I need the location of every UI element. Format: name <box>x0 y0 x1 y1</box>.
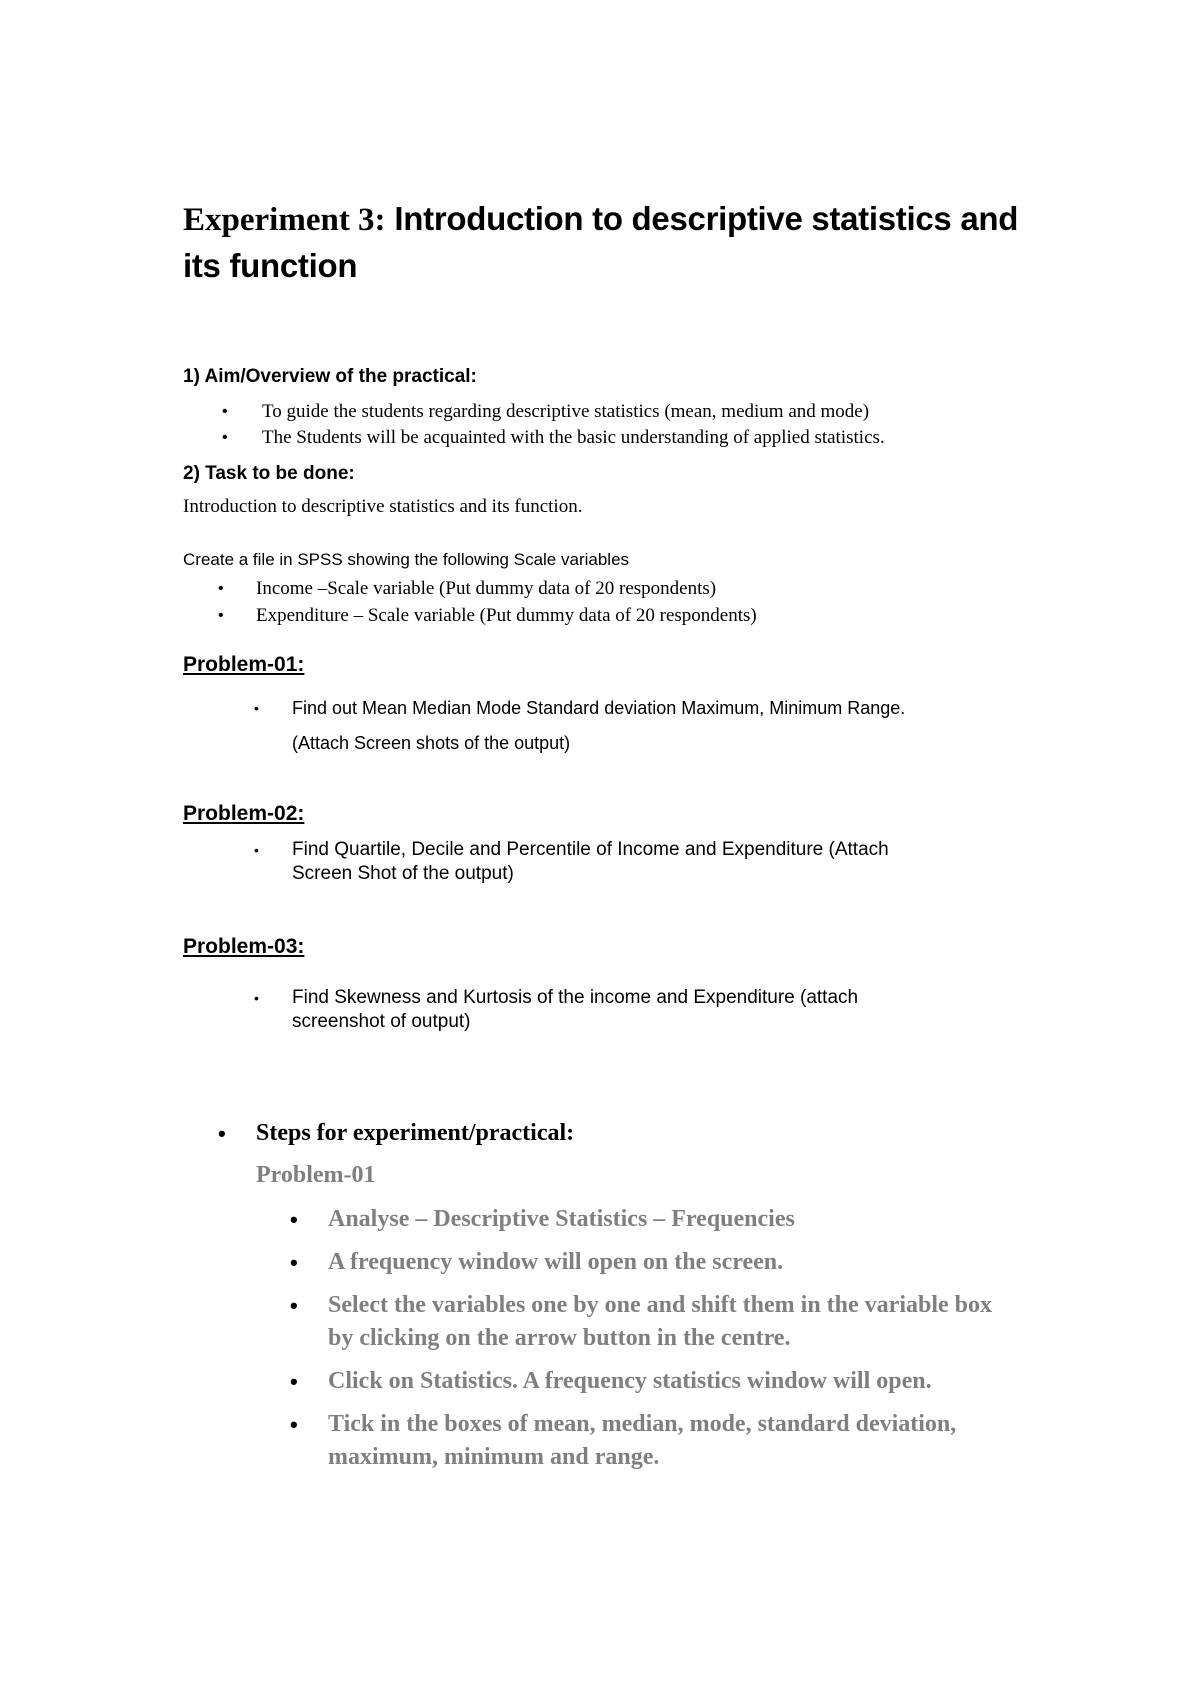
aim-item: • To guide the students regarding descriptive statistics (mean, medium and mode) <box>222 399 885 425</box>
problem-01-title: Problem-01: <box>183 653 305 676</box>
aim-item: • The Students will be acquainted with the basic understanding of applied statistics. <box>222 425 885 451</box>
steps-heading: • Steps for experiment/practical: <box>218 1117 574 1150</box>
problem-03-item: • Find Skewness and Kurtosis of the income and Expenditure (attach screenshot of output) <box>254 986 934 1034</box>
problem-02-list <box>254 838 914 886</box>
step-item: • Tick in the boxes of mean, median, mode, standard deviation, maximum, minimum and range. <box>290 1408 1010 1474</box>
title-rest: Introduction to descriptive statistics and its function <box>183 200 1019 284</box>
problem-01-note: (Attach Screen shots of the output) <box>292 733 571 753</box>
problem-01-list <box>254 696 905 720</box>
problem-02-item: • Find Quartile, Decile and Percentile of Income and Expenditure (Attach Screen Shot of the output) <box>254 838 914 886</box>
step-item: • A frequency window will open on the screen. <box>290 1246 1010 1279</box>
step-item: • Click on Statistics. A frequency statistics window will open. <box>290 1365 1010 1398</box>
problem-01-item: • Find out Mean Median Mode Standard deviation Maximum, Minimum Range. <box>254 696 905 720</box>
title-prefix: Experiment 3: <box>183 202 386 238</box>
page-title <box>183 196 1063 290</box>
problem-02-title: Problem-02: <box>183 802 305 825</box>
step-item: • Select the variables one by one and shift them in the variable box by clicking on the arrow button in the centre. <box>290 1289 1010 1355</box>
aim-list <box>222 399 885 451</box>
create-file-text: Create a file in SPSS showing the following Scale variables <box>183 550 630 569</box>
aim-heading: 1) Aim/Overview of the practical: <box>183 366 477 387</box>
variable-list <box>218 575 757 629</box>
steps-subheading: Problem-01 <box>256 1162 376 1188</box>
steps-sub-list <box>290 1203 1010 1484</box>
task-text: Introduction to descriptive statistics and its function. <box>183 496 583 517</box>
step-item: • Analyse – Descriptive Statistics – Frequencies <box>290 1203 1010 1236</box>
problem-03-title: Problem-03: <box>183 935 305 958</box>
variable-item: • Income –Scale variable (Put dummy data of 20 respondents) <box>218 575 757 602</box>
task-heading: 2) Task to be done: <box>183 463 355 484</box>
steps-list <box>218 1117 574 1150</box>
variable-item: • Expenditure – Scale variable (Put dummy data of 20 respondents) <box>218 602 757 629</box>
problem-03-list <box>254 986 934 1034</box>
